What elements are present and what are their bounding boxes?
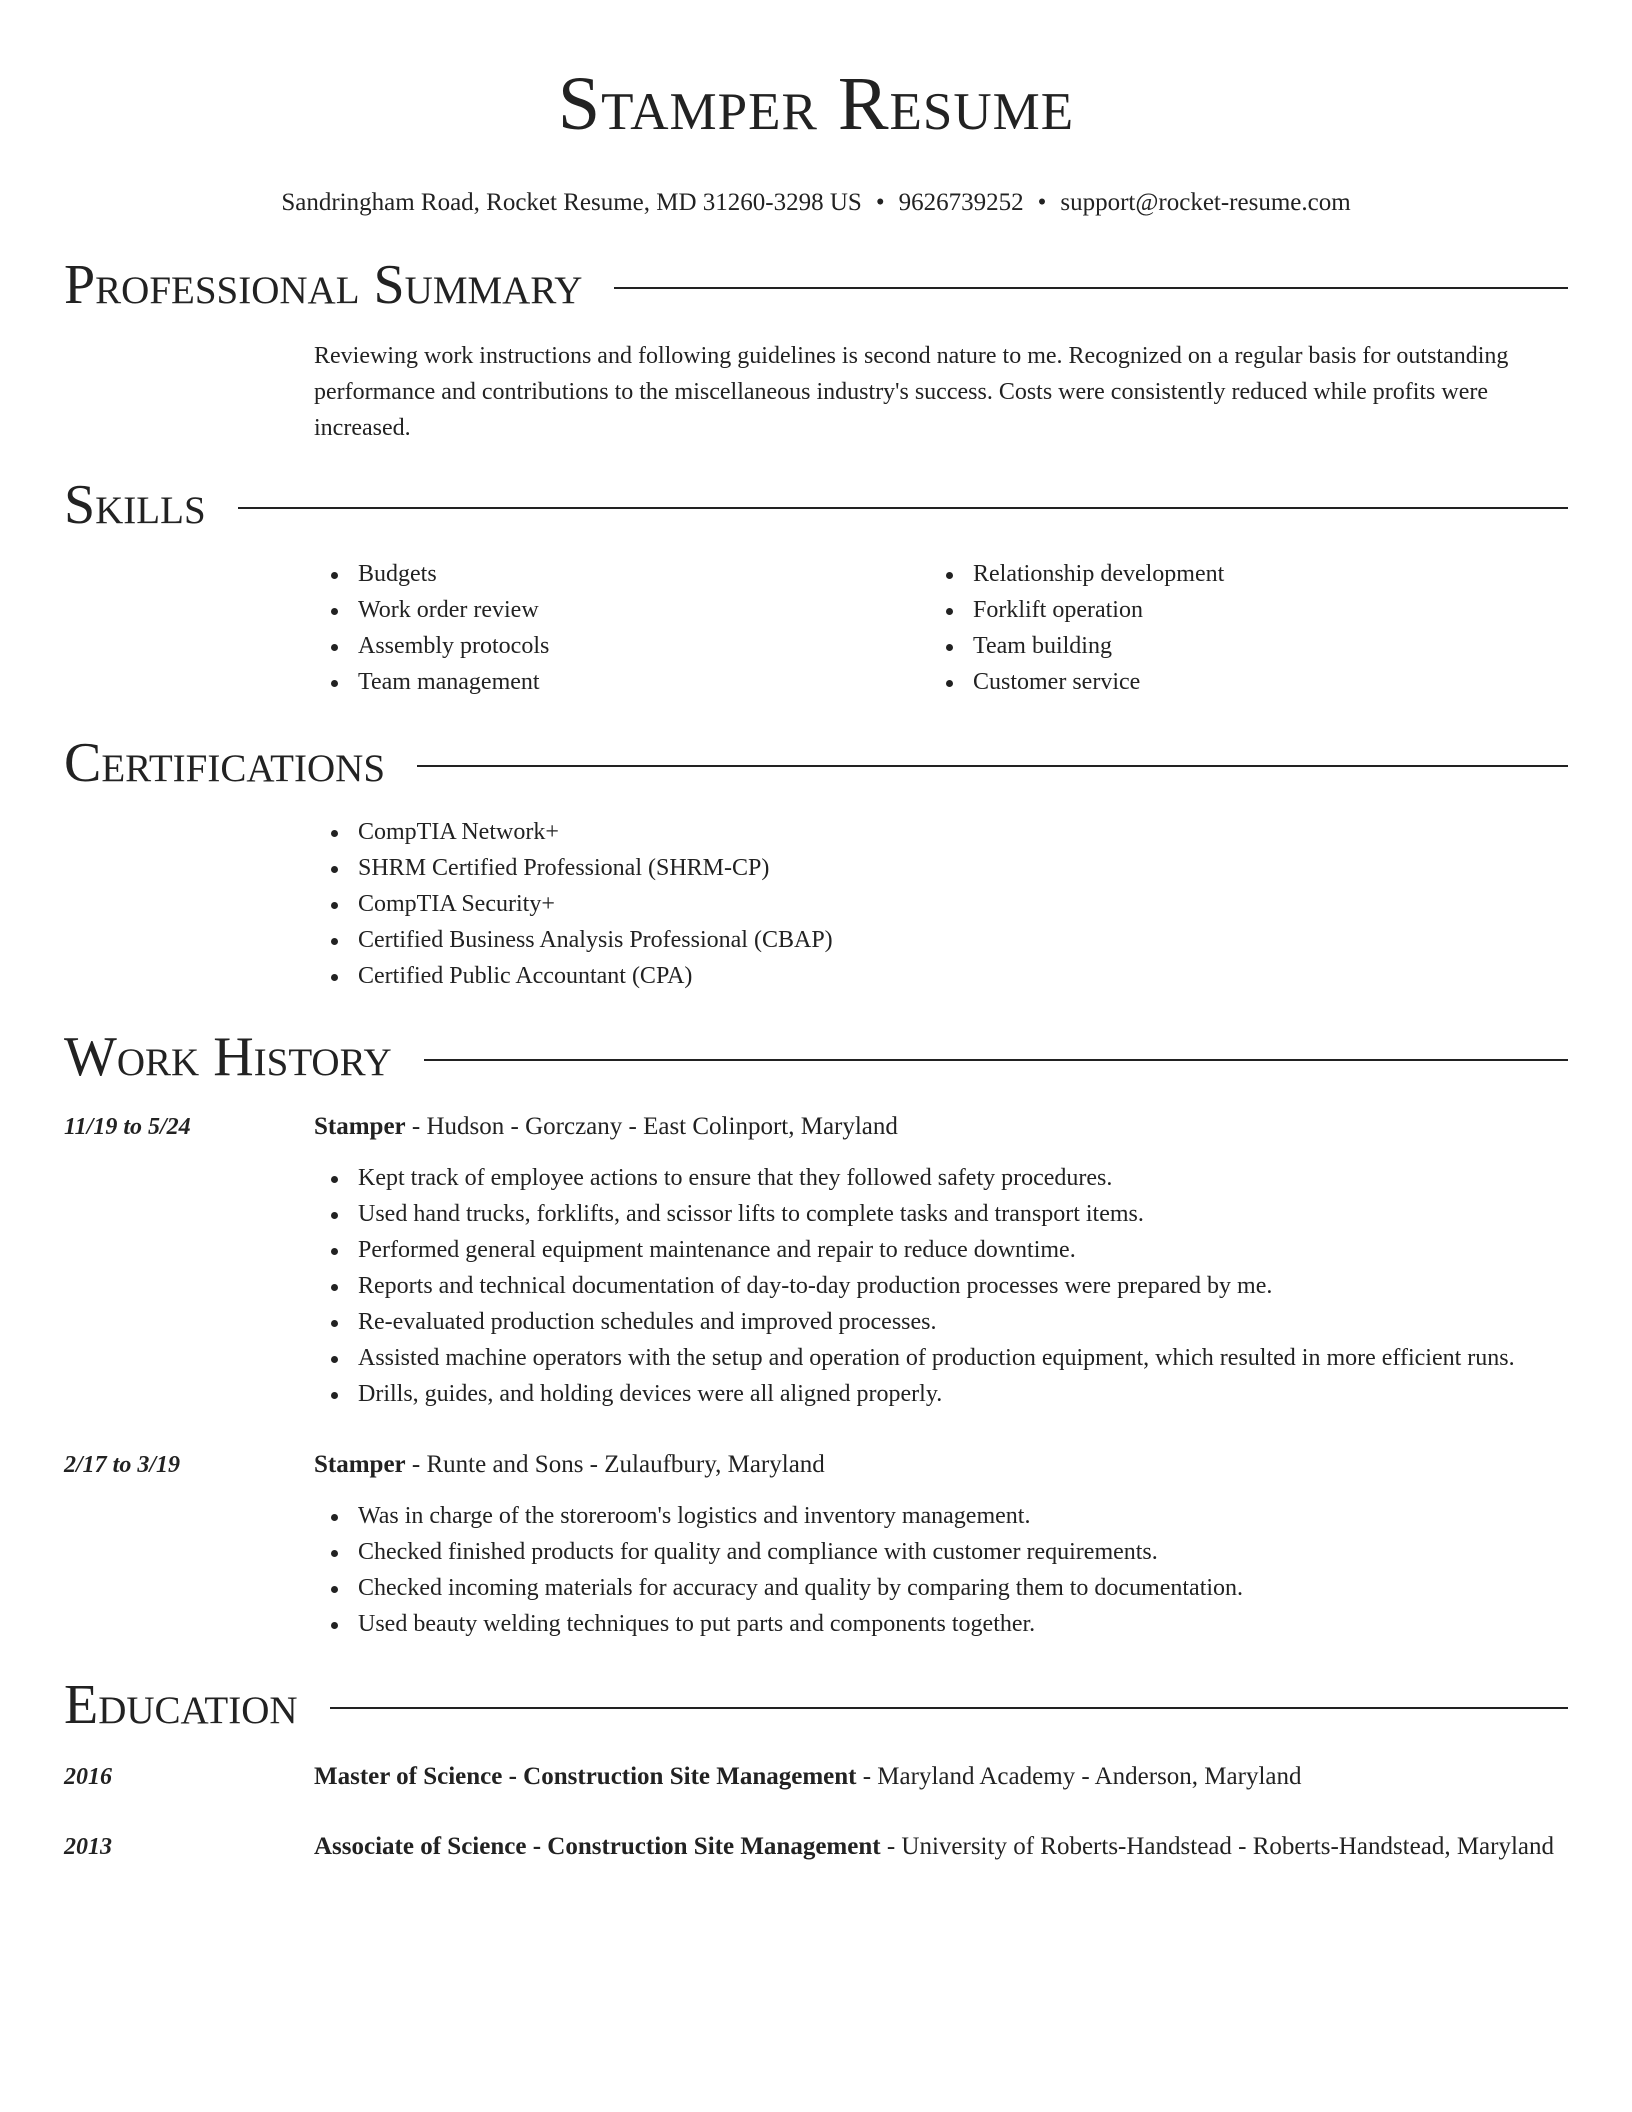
job-bullet: Used hand trucks, forklifts, and scissor lifts to complete tasks and transport items. — [358, 1196, 1568, 1232]
skill-item: Forklift operation — [973, 592, 1544, 628]
job-bullet: Reports and technical documentation of day-to-day production processes were prepared by me. — [358, 1268, 1568, 1304]
resume-name: Stamper Resume — [557, 62, 1075, 146]
section-divider — [330, 1707, 1568, 1709]
job-bullet: Was in charge of the storeroom's logistics and inventory management. — [358, 1498, 1568, 1534]
contact-phone: 9626739252 — [898, 189, 1024, 216]
job-title: Stamper — [314, 1113, 406, 1140]
section-title-skills: Skills — [64, 474, 206, 536]
job-details: - Runte and Sons - Zulaufbury, Maryland — [405, 1451, 825, 1478]
contact-separator: • — [875, 189, 885, 216]
skill-item: Budgets — [358, 556, 929, 592]
certification-item: CompTIA Network+ — [358, 814, 1568, 850]
education-details: - Maryland Academy - Anderson, Maryland — [856, 1763, 1302, 1790]
work-history-section-header — [64, 1024, 1568, 1090]
summary-text: Reviewing work instructions and following guidelines is second nature to me. Recognized on a regular basis for outstanding performance and contributions to the miscellaneous industry's success. Costs were consistently reduced while profits were increased. — [314, 343, 1509, 441]
skill-item: Work order review — [358, 592, 929, 628]
certifications-list — [314, 814, 1568, 994]
skills-column-left — [314, 556, 929, 700]
certifications-section-header — [64, 730, 1568, 796]
certification-item: CompTIA Security+ — [358, 886, 1568, 922]
job-bullet: Assisted machine operators with the setup and operation of production equipment, which resulted in more efficient runs. — [358, 1340, 1568, 1376]
skills-section-header — [64, 472, 1568, 538]
job-bullet: Checked incoming materials for accuracy and quality by comparing them to documentation. — [358, 1570, 1568, 1606]
education-section-header — [64, 1672, 1568, 1738]
certification-item: Certified Public Accountant (CPA) — [358, 958, 1568, 994]
skill-item: Relationship development — [973, 556, 1544, 592]
section-divider — [417, 765, 1568, 767]
job-details: - Hudson - Gorczany - East Colinport, Maryland — [405, 1113, 898, 1140]
summary-section-header — [64, 252, 1568, 318]
section-title-certifications: Certifications — [64, 732, 386, 794]
certification-item: SHRM Certified Professional (SHRM-CP) — [358, 850, 1568, 886]
education-year: 2016 — [64, 1764, 112, 1790]
skill-item: Team management — [358, 664, 929, 700]
certification-item: Certified Business Analysis Professional (CBAP) — [358, 922, 1568, 958]
section-title-education: Education — [64, 1674, 298, 1736]
education-content — [314, 1828, 1568, 1866]
education-degree: Master of Science - Construction Site Management — [314, 1763, 857, 1790]
job-bullet: Checked finished products for quality and compliance with customer requirements. — [358, 1534, 1568, 1570]
section-divider — [424, 1059, 1568, 1061]
job-bullet: Re-evaluated production schedules and improved processes. — [358, 1304, 1568, 1340]
job-dates: 2/17 to 3/19 — [64, 1452, 181, 1478]
skill-item: Assembly protocols — [358, 628, 929, 664]
skills-list — [314, 556, 1568, 700]
section-divider — [614, 287, 1568, 289]
education-degree: Associate of Science - Construction Site Management — [314, 1833, 881, 1860]
education-details: - University of Roberts-Handstead - Roberts-Handstead, Maryland — [880, 1833, 1555, 1860]
job-dates: 11/19 to 5/24 — [64, 1114, 191, 1140]
section-divider — [238, 507, 1568, 509]
job-content — [314, 1446, 1568, 1642]
job-bullets — [314, 1160, 1568, 1412]
section-title-work-history: Work History — [64, 1026, 392, 1088]
contact-separator: • — [1037, 189, 1047, 216]
job-content — [314, 1108, 1568, 1412]
job-title: Stamper — [314, 1451, 406, 1478]
contact-address: Sandringham Road, Rocket Resume, MD 31260-3298 US — [281, 189, 862, 216]
job-bullet: Kept track of employee actions to ensure that they followed safety procedures. — [358, 1160, 1568, 1196]
education-entry — [64, 1758, 1568, 1796]
job-entry — [64, 1108, 1568, 1412]
skill-item: Team building — [973, 628, 1544, 664]
job-bullets — [314, 1498, 1568, 1642]
job-heading — [314, 1446, 1568, 1484]
education-year: 2013 — [64, 1834, 112, 1860]
education-entry — [64, 1828, 1568, 1866]
job-bullet: Drills, guides, and holding devices were all aligned properly. — [358, 1376, 1568, 1412]
contact-email: support@rocket-resume.com — [1060, 189, 1351, 216]
job-entry — [64, 1446, 1568, 1642]
skill-item: Customer service — [973, 664, 1544, 700]
skills-column-right — [929, 556, 1544, 700]
section-title-summary: Professional Summary — [64, 254, 583, 316]
contact-line — [64, 188, 1568, 218]
job-bullet: Used beauty welding techniques to put parts and components together. — [358, 1606, 1568, 1642]
education-content — [314, 1758, 1568, 1796]
job-bullet: Performed general equipment maintenance and repair to reduce downtime. — [358, 1232, 1568, 1268]
job-heading — [314, 1108, 1568, 1146]
